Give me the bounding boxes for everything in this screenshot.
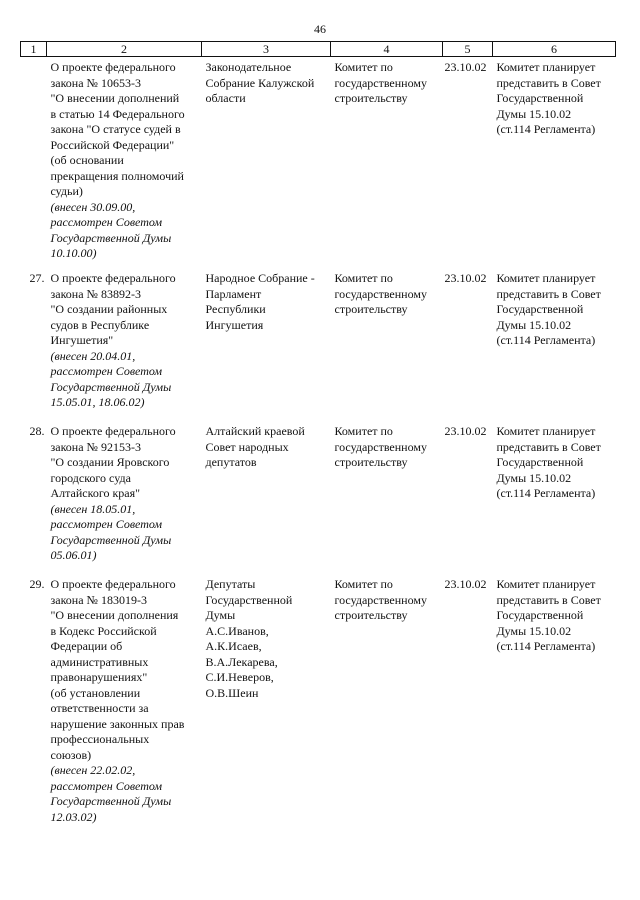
committee-line: Комитет по bbox=[334, 577, 393, 591]
initiator-line: Народное Собрание - bbox=[205, 271, 315, 285]
initiator-cell bbox=[202, 424, 331, 577]
initiator-line: Республики bbox=[205, 302, 266, 316]
bill-description-line: Российской Федерации" bbox=[50, 137, 175, 152]
row-number: 28. bbox=[29, 424, 45, 438]
bill-description-line: судов в Республике bbox=[50, 317, 150, 332]
bill-description-line: нарушение законных прав bbox=[50, 716, 185, 731]
bill-description-line: закона № 83892-3 bbox=[50, 286, 141, 301]
committee-line: строительству bbox=[334, 608, 408, 622]
bill-description-cell bbox=[47, 57, 202, 272]
table-row bbox=[21, 424, 616, 577]
bill-description-line: (об установлении bbox=[50, 685, 141, 700]
bill-description-line: "О внесении дополнений bbox=[50, 91, 180, 105]
committee-plan-line: (ст.114 Регламента) bbox=[496, 122, 596, 136]
bill-description-line: закона "О статусе судей в bbox=[50, 122, 181, 136]
bill-description-cell bbox=[47, 424, 202, 577]
committee-plan-cell bbox=[493, 271, 616, 424]
committee-line: государственному bbox=[334, 439, 427, 454]
consideration-note-line: Государственной Думы bbox=[50, 230, 172, 245]
date-cell: 23.10.02 bbox=[444, 60, 487, 74]
consideration-note-line: 15.05.01, 18.06.02) bbox=[50, 395, 145, 409]
committee-line: Комитет по bbox=[334, 271, 393, 285]
committee-plan-line: представить в Совет bbox=[496, 439, 601, 454]
bill-description-line: Федерации об bbox=[50, 639, 123, 653]
bill-description-line: закона № 183019-3 bbox=[50, 592, 147, 607]
bill-description-cell bbox=[47, 271, 202, 424]
table-row bbox=[21, 57, 616, 272]
committee-plan-line: Комитет планирует bbox=[496, 424, 596, 438]
consideration-note-line: (внесен 30.09.00, bbox=[50, 199, 136, 214]
committee-plan-line: представить в Совет bbox=[496, 592, 601, 607]
committee-line: строительству bbox=[334, 455, 408, 469]
initiator-line: Парламент bbox=[205, 286, 262, 301]
column-number-row bbox=[21, 42, 616, 57]
consideration-note-line: (внесен 20.04.01, bbox=[50, 348, 136, 363]
consideration-note-line: рассмотрен Советом bbox=[50, 364, 163, 378]
table-row bbox=[21, 271, 616, 424]
initiator-line: Собрание Калужской bbox=[205, 75, 315, 90]
committee-cell bbox=[331, 57, 443, 272]
committee-line: строительству bbox=[334, 302, 408, 316]
committee-plan-line: (ст.114 Регламента) bbox=[496, 639, 596, 653]
initiator-cell bbox=[202, 577, 331, 825]
date-cell: 23.10.02 bbox=[444, 424, 487, 438]
bill-description-line: прекращения полномочий bbox=[50, 168, 184, 183]
committee-line: Комитет по bbox=[334, 60, 393, 74]
initiator-line: Законодательное bbox=[205, 60, 292, 74]
initiator-cell bbox=[202, 271, 331, 424]
bill-description-line: в Кодекс Российской bbox=[50, 623, 157, 638]
committee-plan-line: Комитет планирует bbox=[496, 577, 596, 591]
initiator-line: области bbox=[205, 91, 246, 105]
committee-plan-line: Думы 15.10.02 bbox=[496, 317, 572, 332]
bill-description-line: О проекте федерального bbox=[50, 424, 176, 438]
committee-plan-line: (ст.114 Регламента) bbox=[496, 333, 596, 347]
bill-description-line: закона № 92153-3 bbox=[50, 439, 141, 454]
consideration-note-line: (внесен 18.05.01, bbox=[50, 501, 136, 516]
initiator-line: О.В.Шеин bbox=[205, 685, 259, 700]
committee-plan-line: Комитет планирует bbox=[496, 60, 596, 74]
row-number: 27. bbox=[29, 271, 45, 285]
initiator-cell bbox=[202, 57, 331, 272]
bill-description-line: союзов) bbox=[50, 747, 92, 762]
consideration-note-line: рассмотрен Советом bbox=[50, 215, 163, 229]
committee-line: государственному bbox=[334, 75, 427, 90]
consideration-note-line: 10.10.00) bbox=[50, 246, 97, 260]
committee-cell bbox=[331, 271, 443, 424]
committee-plan-line: представить в Совет bbox=[496, 286, 601, 301]
row-number: 29. bbox=[29, 577, 45, 591]
committee-plan-line: Думы 15.10.02 bbox=[496, 470, 572, 485]
committee-line: строительству bbox=[334, 91, 408, 105]
committee-line: государственному bbox=[334, 592, 427, 607]
committee-plan-cell bbox=[493, 424, 616, 577]
projects-table bbox=[20, 41, 616, 825]
committee-plan-line: представить в Совет bbox=[496, 75, 601, 90]
committee-plan-line: Государственной bbox=[496, 91, 584, 105]
column-number-6: 6 bbox=[493, 42, 616, 57]
consideration-note-line: Государственной Думы bbox=[50, 532, 172, 547]
committee-plan-cell bbox=[493, 577, 616, 825]
date-cell: 23.10.02 bbox=[444, 577, 487, 591]
row-number bbox=[21, 57, 47, 272]
initiator-line: Государственной bbox=[205, 592, 293, 607]
bill-description-line: О проекте федерального bbox=[50, 577, 176, 591]
consideration-note-line: Государственной Думы bbox=[50, 379, 172, 394]
column-number-5: 5 bbox=[443, 42, 493, 57]
consideration-note-line: Государственной Думы bbox=[50, 794, 172, 808]
bill-description-cell bbox=[47, 577, 202, 825]
bill-description-line: профессиональных bbox=[50, 732, 150, 746]
bill-description-line: административных bbox=[50, 654, 149, 669]
bill-description-line: правонарушениях" bbox=[50, 670, 148, 684]
initiator-line: Думы bbox=[205, 608, 236, 622]
initiator-line: Депутаты bbox=[205, 577, 256, 591]
bill-description-line: "О создании Яровского bbox=[50, 455, 170, 469]
bill-description-line: "О внесении дополнения bbox=[50, 608, 179, 622]
bill-description-line: ответственности за bbox=[50, 701, 149, 715]
initiator-line: Ингушетия bbox=[205, 317, 264, 332]
bill-description-line: О проекте федерального bbox=[50, 271, 176, 285]
initiator-line: депутатов bbox=[205, 455, 257, 469]
bill-description-line: закона № 10653-3 bbox=[50, 75, 141, 90]
consideration-note-line: (внесен 22.02.02, bbox=[50, 763, 136, 777]
bill-description-line: судьи) bbox=[50, 184, 83, 198]
committee-cell bbox=[331, 424, 443, 577]
initiator-line: В.А.Лекарева, bbox=[205, 654, 278, 669]
page-number: 46 bbox=[314, 22, 326, 36]
column-number-3: 3 bbox=[202, 42, 331, 57]
consideration-note-line: рассмотрен Советом bbox=[50, 778, 163, 793]
column-number-4: 4 bbox=[331, 42, 443, 57]
column-number-2: 2 bbox=[47, 42, 202, 57]
committee-cell bbox=[331, 577, 443, 825]
initiator-line: Совет народных bbox=[205, 439, 289, 454]
initiator-line: А.К.Исаев, bbox=[205, 639, 262, 653]
bill-description-line: О проекте федерального bbox=[50, 60, 176, 74]
committee-line: Комитет по bbox=[334, 424, 393, 438]
consideration-note-line: рассмотрен Советом bbox=[50, 517, 163, 531]
consideration-note-line: 12.03.02) bbox=[50, 809, 97, 824]
committee-plan-line: Государственной bbox=[496, 302, 584, 316]
table-row bbox=[21, 577, 616, 825]
consideration-note-line: 05.06.01) bbox=[50, 548, 97, 562]
bill-description-line: в статью 14 Федерального bbox=[50, 106, 185, 121]
bill-description-line: городского суда bbox=[50, 470, 131, 485]
committee-plan-line: Государственной bbox=[496, 455, 584, 469]
committee-plan-line: Думы 15.10.02 bbox=[496, 106, 572, 121]
bill-description-line: Ингушетия" bbox=[50, 333, 114, 347]
column-number-1: 1 bbox=[21, 42, 47, 57]
committee-plan-cell bbox=[493, 57, 616, 272]
committee-plan-line: (ст.114 Регламента) bbox=[496, 486, 596, 500]
bill-description-line: Алтайского края" bbox=[50, 486, 141, 500]
date-cell: 23.10.02 bbox=[444, 271, 487, 285]
committee-plan-line: Комитет планирует bbox=[496, 271, 596, 285]
committee-plan-line: Государственной bbox=[496, 608, 584, 622]
initiator-line: А.С.Иванов, bbox=[205, 623, 269, 638]
committee-line: государственному bbox=[334, 286, 427, 301]
bill-description-line: "О создании районных bbox=[50, 302, 168, 316]
initiator-line: Алтайский краевой bbox=[205, 424, 305, 438]
bill-description-line: (об основании bbox=[50, 153, 124, 167]
committee-plan-line: Думы 15.10.02 bbox=[496, 623, 572, 638]
initiator-line: С.И.Неверов, bbox=[205, 670, 274, 684]
